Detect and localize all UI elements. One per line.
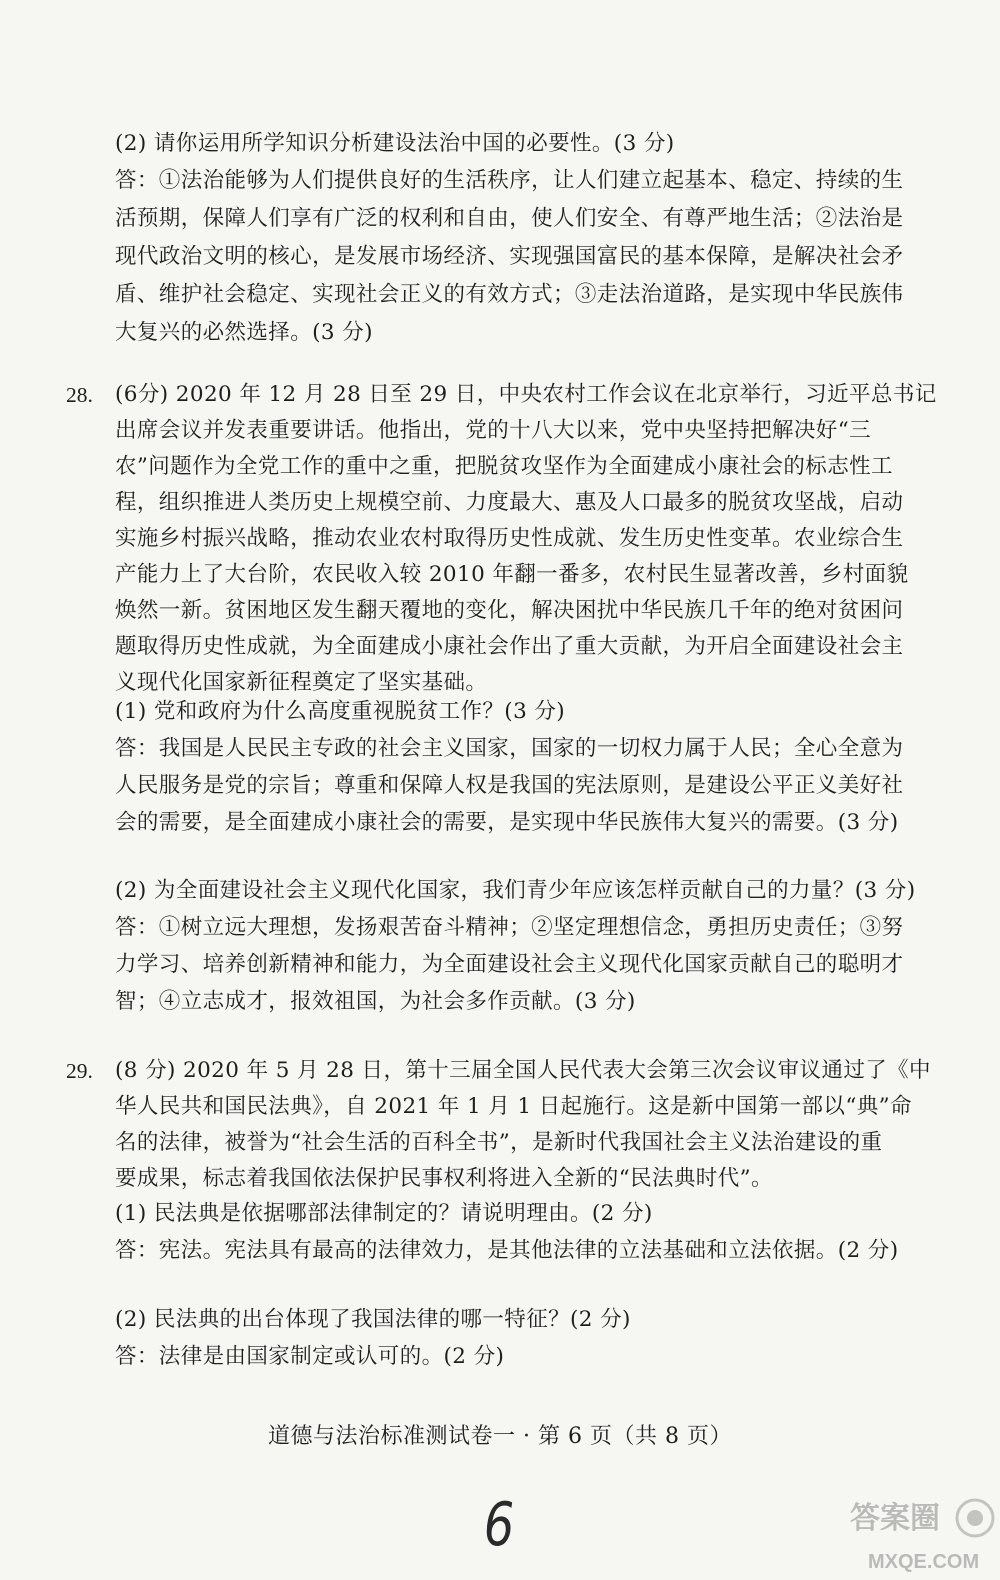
text-line: 会的需要，是全面建成小康社会的需要，是实现中华民族伟大复兴的需要。(3 分) bbox=[115, 810, 899, 835]
handwritten-page-number: 6 bbox=[483, 1490, 515, 1560]
text-line: 出席会议并发表重要讲话。他指出，党的十八大以来，党中央坚持把解决好“三 bbox=[115, 418, 871, 443]
text-line: 义现代化国家新征程奠定了坚实基础。 bbox=[115, 670, 488, 695]
text-line: 要成果，标志着我国依法保护民事权利将进入全新的“民法典时代”。 bbox=[115, 1166, 773, 1191]
text-line: 答：我国是人民民主专政的社会主义国家，国家的一切权力属于人民；全心全意为 bbox=[115, 736, 904, 761]
q28-part1-question: (1) 党和政府为什么高度重视脱贫工作？(3 分) bbox=[115, 699, 566, 724]
watermark-url: MXQE.COM bbox=[868, 1551, 980, 1573]
page-footer: 道德与法治标准测试卷一 · 第 6 页（共 8 页） bbox=[268, 1424, 732, 1449]
q28-part2-question: (2) 为全面建设社会主义现代化国家，我们青少年应该怎样贡献自己的力量？(3 分) bbox=[115, 878, 916, 903]
text-line: 农”问题作为全党工作的重中之重，把脱贫攻坚作为全面建成小康社会的标志性工 bbox=[115, 454, 893, 479]
text-line: 程，组织推进人类历史上规模空前、力度最大、惠及人口最多的脱贫攻坚战，启动 bbox=[115, 490, 904, 515]
text-line: 华人民共和国民法典》，自 2021 年 1 月 1 日起施行。这是新中国第一部以“典”命 bbox=[115, 1094, 912, 1119]
text-line: 产能力上了大台阶，农民收入较 2010 年翻一番多，农村民生显著改善，乡村面貌 bbox=[115, 562, 909, 587]
text-line: 题取得历史性成就，为全面建成小康社会作出了重大贡献，为开启全面建设社会主 bbox=[115, 634, 904, 659]
text-line: 力学习、培养创新精神和能力，为全面建设社会主义现代化国家贡献自己的聪明才 bbox=[115, 952, 904, 977]
text-line: 答：①法治能够为人们提供良好的生活秩序，让人们建立起基本、稳定、持续的生 bbox=[115, 168, 904, 193]
text-line: 名的法律，被誉为“社会生活的百科全书”，是新时代我国社会主义法治建设的重 bbox=[115, 1130, 883, 1155]
question-number: 29. bbox=[66, 1059, 93, 1083]
text-line: 人民服务是党的宗旨；尊重和保障人权是我国的宪法原则，是建设公平正义美好社 bbox=[115, 773, 904, 798]
q27-part2-question: (2) 请你运用所学知识分析建设法治中国的必要性。(3 分) bbox=[115, 131, 675, 156]
q29-part1-question: (1) 民法典是依据哪部法律制定的？请说明理由。(2 分) bbox=[115, 1201, 653, 1226]
text-line: (8 分) 2020 年 5 月 28 日，第十三届全国人民代表大会第三次会议审议通过了《中 bbox=[115, 1058, 931, 1083]
text-line: 大复兴的必然选择。(3 分) bbox=[115, 320, 373, 345]
watermark bbox=[790, 1490, 1000, 1576]
text-line: 答：法律是由国家制定或认可的。(2 分) bbox=[115, 1344, 505, 1369]
text-line: 答：①树立远大理想，发扬艰苦奋斗精神；②坚定理想信念，勇担历史责任；③努 bbox=[115, 915, 904, 940]
text-line: 答：宪法。宪法具有最高的法律效力，是其他法律的立法基础和立法依据。(2 分) bbox=[115, 1238, 899, 1263]
text-line: 实施乡村振兴战略，推动农业农村取得历史性成就、发生历史性变革。农业综合生 bbox=[115, 526, 904, 551]
question-number: 28. bbox=[66, 383, 93, 407]
seal-icon bbox=[790, 1490, 1000, 1576]
text-line: 焕然一新。贫困地区发生翻天覆地的变化，解决困扰中华民族几千年的绝对贫困问 bbox=[115, 598, 904, 623]
text-line: (6分) 2020 年 12 月 28 日至 29 日，中央农村工作会议在北京举行，习近平总书记 bbox=[115, 382, 937, 407]
text-line: 盾、维护社会稳定、实现社会正义的有效方式；③走法治道路，是实现中华民族伟 bbox=[115, 282, 904, 307]
text-line: 现代政治文明的核心，是发展市场经济、实现强国富民的基本保障，是解决社会矛 bbox=[115, 244, 904, 269]
watermark-logo: 答案圈 bbox=[850, 1502, 940, 1535]
text-line: 智；④立志成才，报效祖国，为社会多作贡献。(3 分) bbox=[115, 989, 636, 1014]
q29-part2-question: (2) 民法典的出台体现了我国法律的哪一特征？(2 分) bbox=[115, 1307, 631, 1332]
text-line: 活预期，保障人们享有广泛的权利和自由，使人们安全、有尊严地生活；②法治是 bbox=[115, 206, 904, 231]
